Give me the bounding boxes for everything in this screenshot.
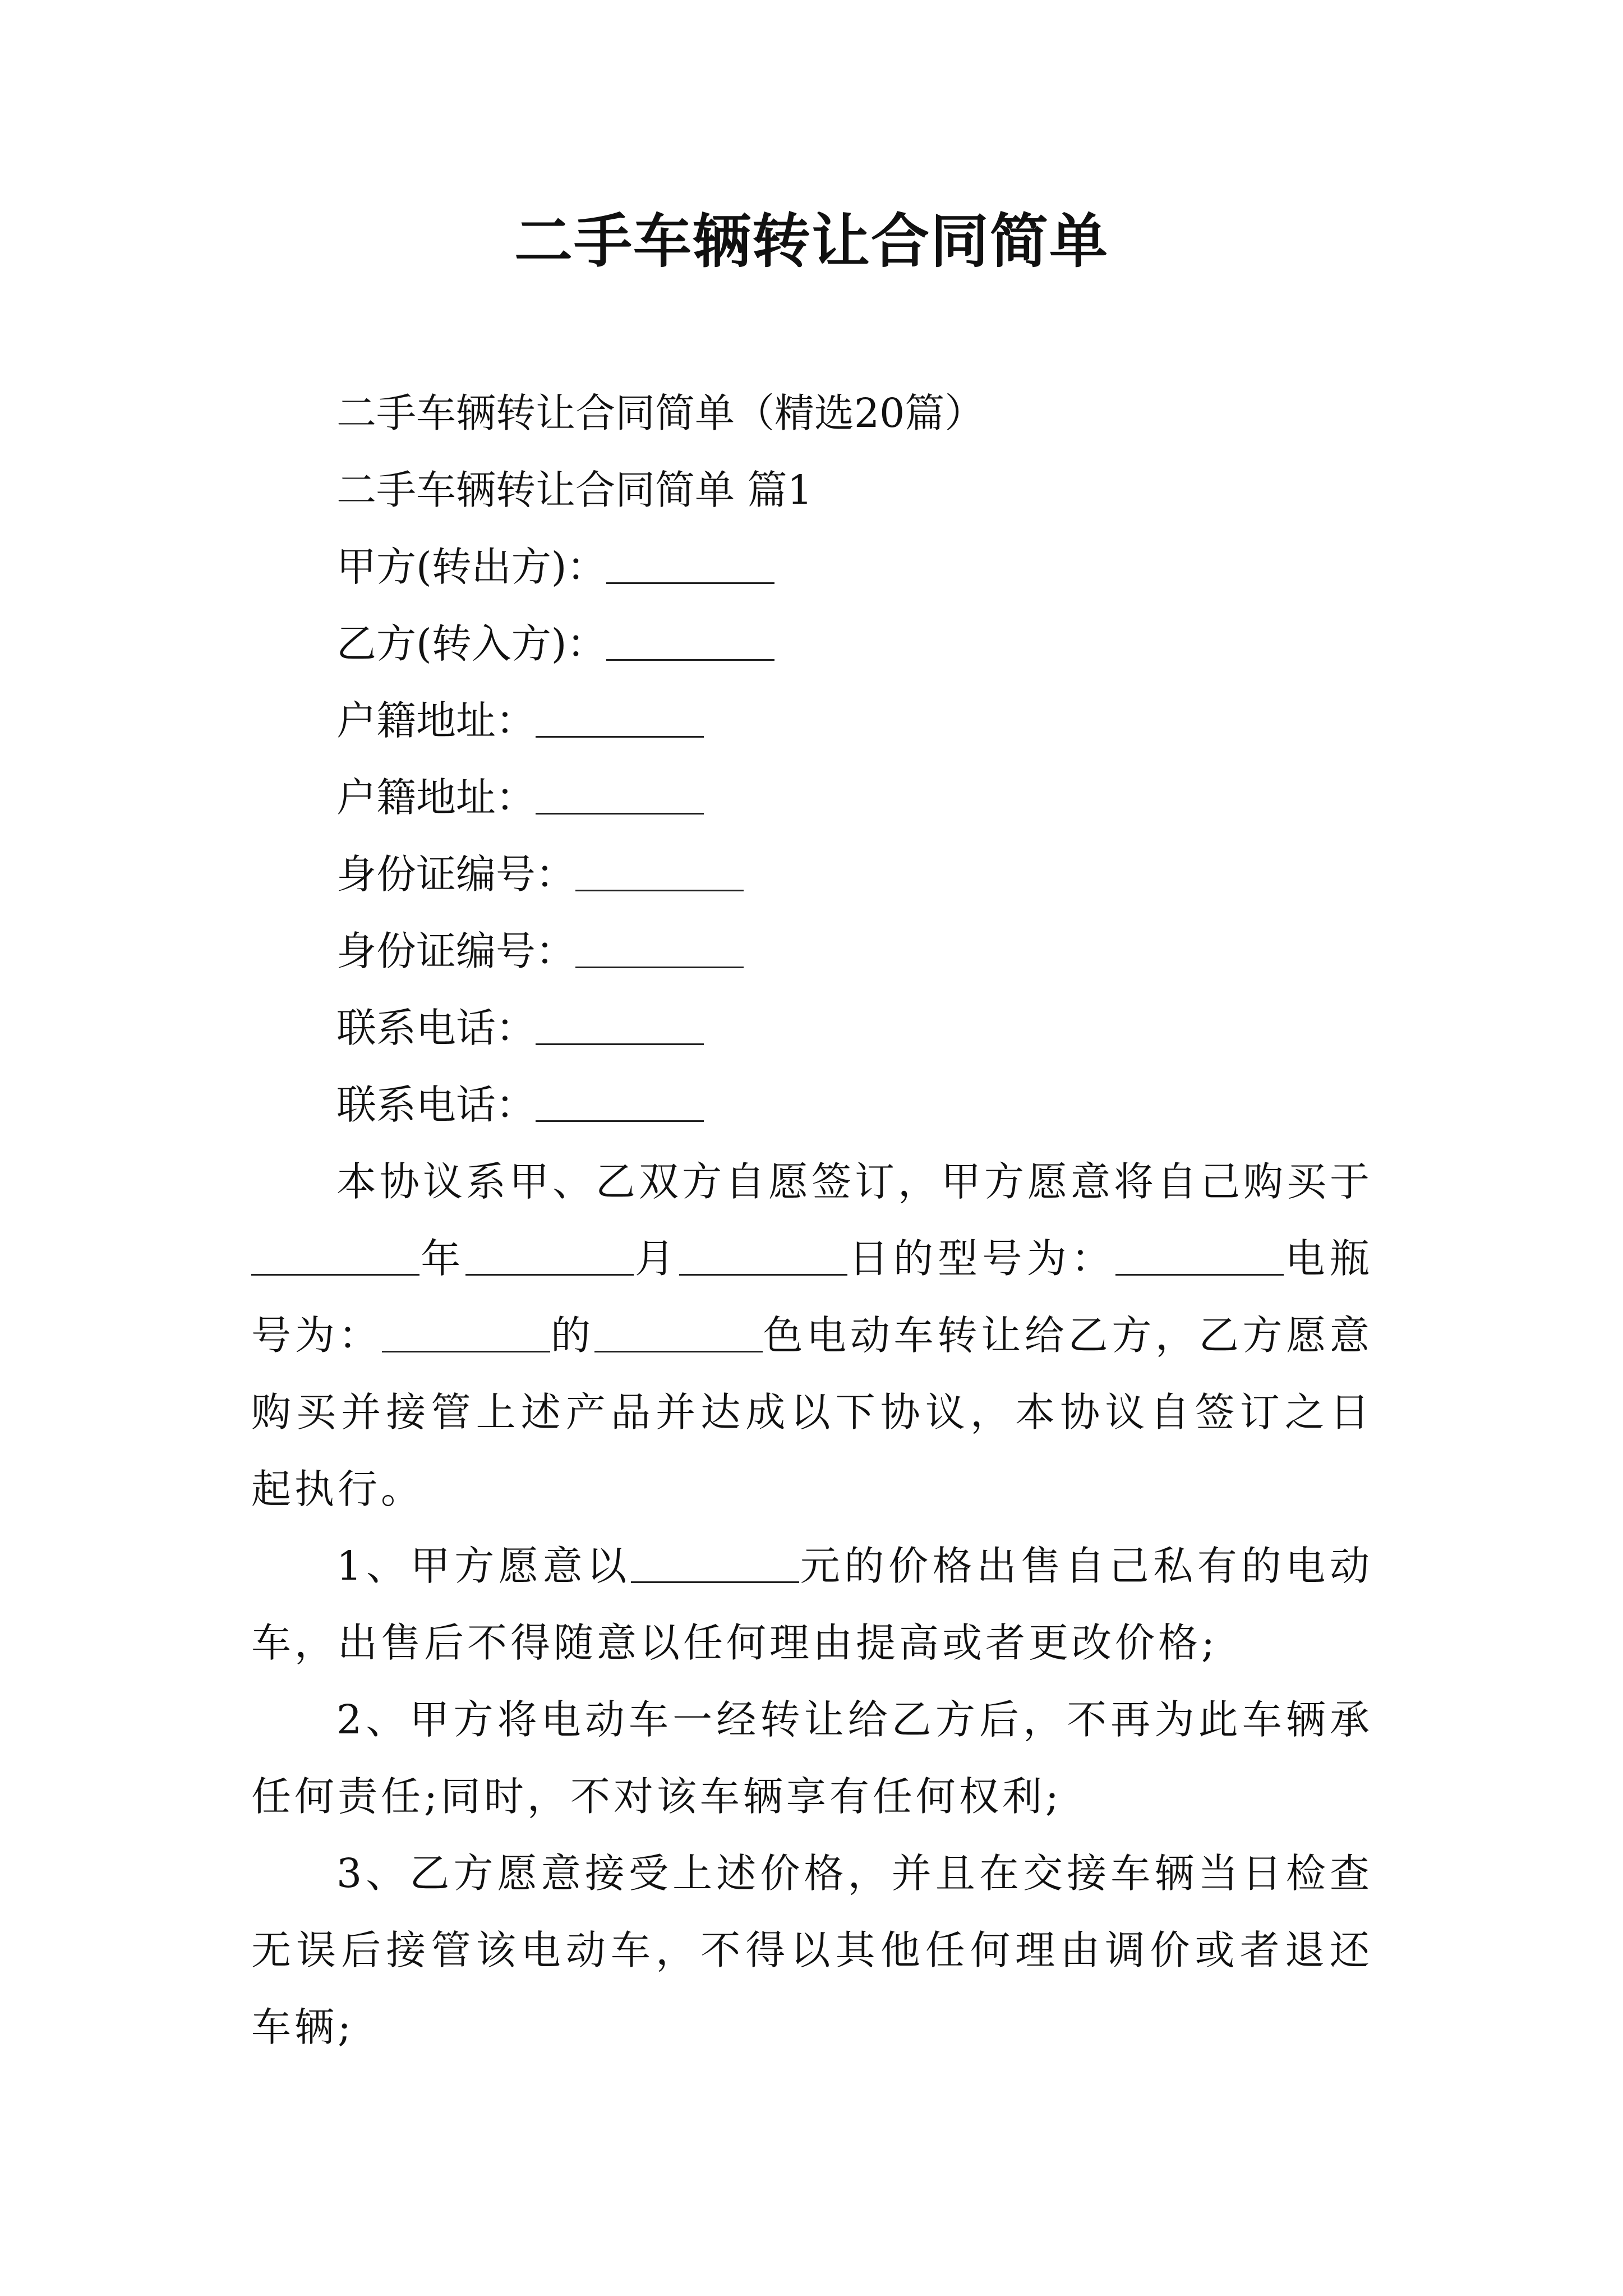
field-address-b [251,759,1373,836]
fill-blank [594,1317,763,1352]
fill-blank [606,549,774,584]
fill-blank [1115,1240,1284,1276]
document-title: 二手车辆转让合同简单 [514,206,1109,275]
clause-2: 2、甲方将电动车一经转让给乙方后，不再为此车辆承任何责任;同时，不对该车辆享有任何权利; [251,1696,1373,1820]
intro-paragraph [251,1143,1373,1527]
fill-blank [536,1010,704,1045]
field-label: 联系电话： [336,1082,536,1128]
field-party-a [251,528,1373,605]
clause-text: 元的价格出售自己私有的电动车，出售后不得随意以任何理由提高或者更改价格; [251,1543,1373,1666]
fill-blank [606,625,774,661]
field-label: 联系电话： [336,1005,536,1051]
intro-text: 日的型号为： [847,1235,1116,1282]
fill-blank [536,1087,704,1122]
field-id-a [251,836,1373,913]
subtitle: 二手车辆转让合同简单（精选20篇） [336,390,985,436]
document-body [251,375,1373,2065]
field-party-b [251,605,1373,682]
fill-blank [679,1240,847,1276]
field-label: 乙方(转入方)： [336,620,607,667]
intro-text: 色电动车转让给乙方，乙方愿意购买并接管上述产品并达成以下协议，本协议自签订之日起执行。 [251,1312,1373,1512]
fill-blank [465,1240,634,1276]
fill-blank [251,1240,419,1276]
intro-text: 本协议系甲、乙双方自愿签订，甲方愿意将自己购买于 [336,1158,1373,1205]
fill-blank [536,779,704,815]
field-label: 身份证编号： [336,928,576,974]
fill-blank [536,702,704,738]
clause-3: 3、乙方愿意接受上述价格，并且在交接车辆当日检查无误后接管该电动车，不得以其他任何理由调价或者退还车辆; [251,1850,1373,2050]
field-address-a [251,682,1373,759]
field-label: 甲方(转出方)： [336,544,607,590]
field-label: 户籍地址： [336,774,536,821]
intro-text: 电瓶号为： [251,1235,1373,1359]
intro-text: 的 [550,1312,594,1359]
field-id-b [251,913,1373,990]
fill-blank [575,933,744,968]
field-phone-a [251,990,1373,1066]
section-heading: 二手车辆转让合同简单 篇1 [336,467,813,513]
field-phone-b [251,1066,1373,1143]
fill-blank [575,856,744,891]
clause-text: 1、甲方愿意以 [336,1543,631,1589]
intro-text: 月 [633,1235,680,1282]
field-label: 户籍地址： [336,697,536,744]
fill-blank [631,1548,799,1583]
intro-text: 年 [419,1235,465,1282]
field-label: 身份证编号： [336,851,576,898]
clause-1 [251,1527,1373,1681]
fill-blank [382,1317,550,1352]
